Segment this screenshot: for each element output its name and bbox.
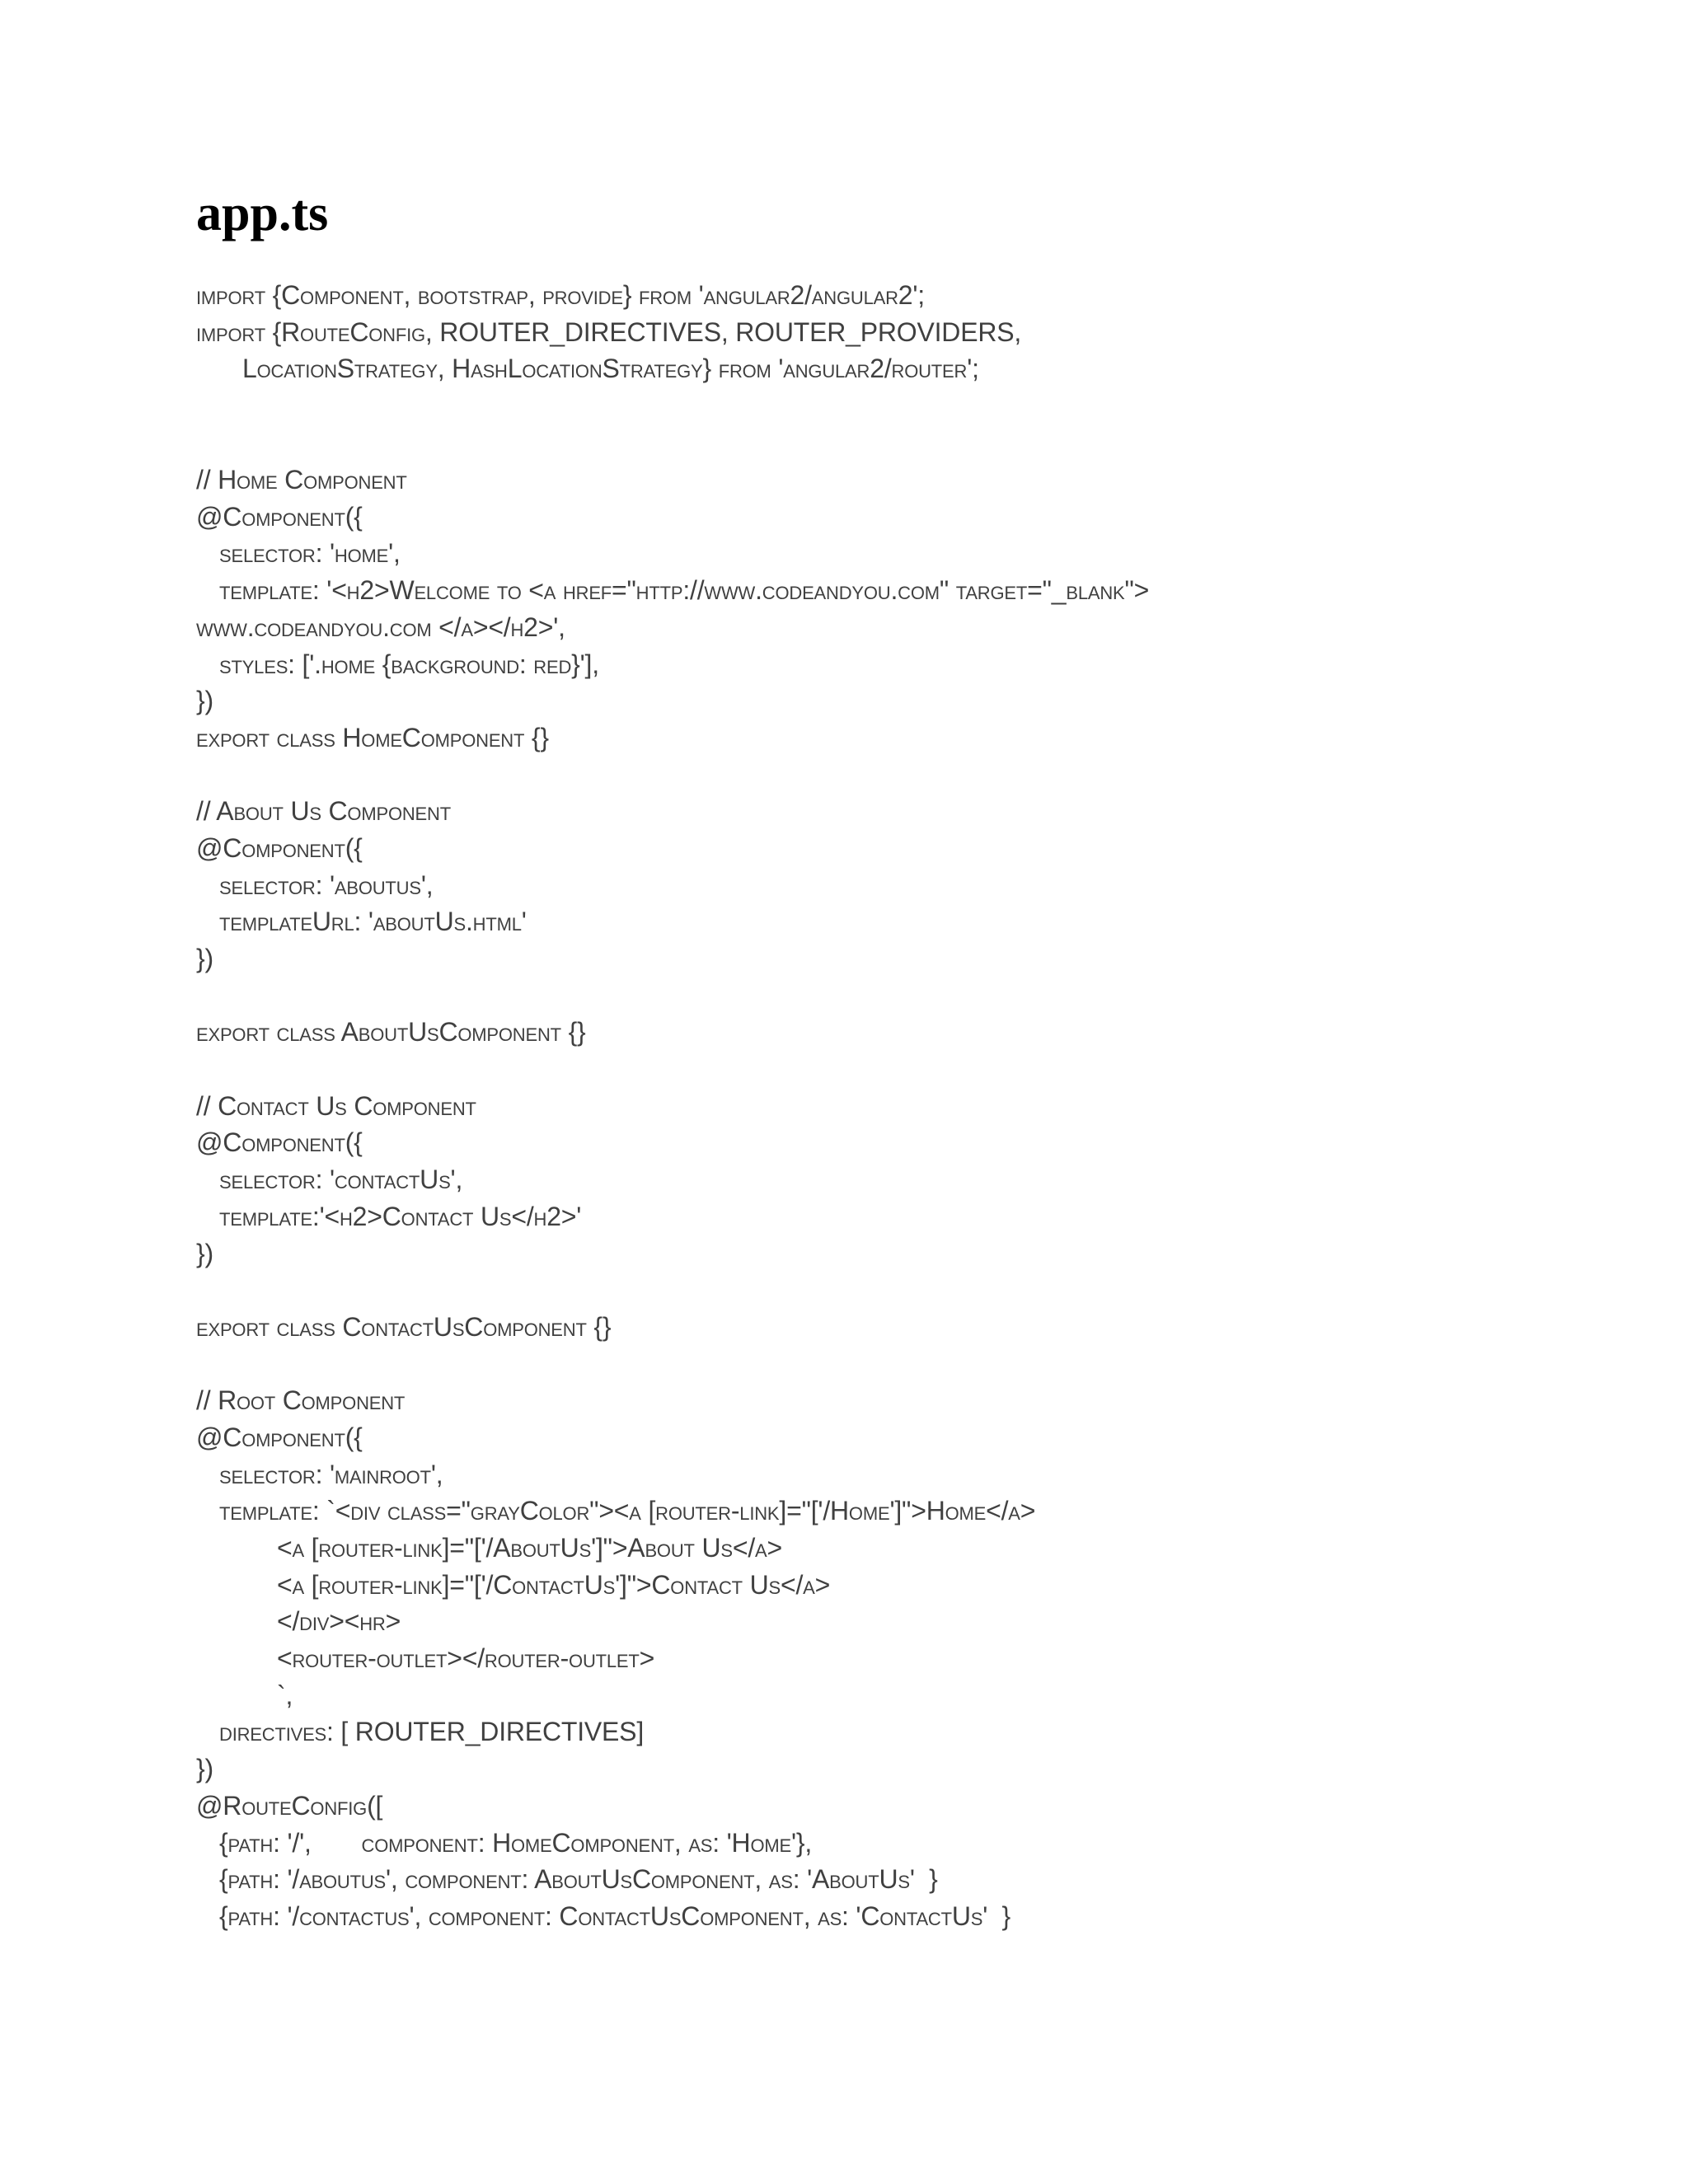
code-line: import {Component, bootstrap, provide} from 'angular2/angular2';: [196, 280, 925, 310]
code-line: import {RouteConfig, ROUTER_DIRECTIVES, ROUTER_PROVIDERS,: [196, 316, 1022, 347]
blank-line: [196, 1346, 1647, 1383]
code-line: template:'<h2>Contact Us</h2>': [219, 1201, 582, 1231]
code-line: styles: ['.home {background: red}'],: [219, 649, 599, 679]
code-block: [196, 277, 1647, 1935]
code-line: @Component({: [196, 1422, 363, 1452]
code-line: }): [196, 686, 213, 716]
code-line: export class ContactUsComponent {}: [196, 1311, 612, 1342]
blank-line: [196, 1051, 1647, 1088]
code-line: selector: 'home',: [219, 538, 401, 569]
code-line: }): [196, 1754, 213, 1784]
code-line: export class AboutUsComponent {}: [196, 1017, 586, 1047]
code-line: @Component({: [196, 501, 363, 532]
document-title: app.ts: [196, 185, 329, 241]
code-line: @Component({: [196, 1127, 363, 1158]
code-line: template: `<div class="grayColor"><a [router-link]="['/Home']">Home</a>: [219, 1496, 1036, 1526]
code-line: directives: [ ROUTER_DIRECTIVES]: [219, 1717, 645, 1747]
code-line: {path: '/contactus', component: ContactUsComponent, as: 'ContactUs' }: [219, 1900, 1011, 1931]
code-line: selector: 'mainroot',: [219, 1459, 443, 1489]
code-line: {path: '/', component: HomeComponent, as: 'Home'},: [219, 1827, 813, 1858]
code-line: <a [router-link]="['/ContactUs']">Contact Us</a>: [277, 1569, 831, 1600]
blank-line: [196, 977, 1647, 1015]
code-line: {path: '/aboutus', component: AboutUsComponent, as: 'AboutUs' }: [219, 1864, 938, 1895]
code-line: <router-outlet></router-outlet>: [277, 1643, 655, 1674]
code-comment: // Home Component: [196, 465, 407, 495]
code-line: }): [196, 944, 213, 973]
code-line: @RouteConfig([: [196, 1790, 383, 1821]
code-line: `,: [277, 1680, 293, 1710]
code-line: selector: 'aboutus',: [219, 869, 434, 900]
code-line: export class HomeComponent {}: [196, 722, 549, 752]
code-comment: // Contact Us Component: [196, 1090, 476, 1121]
code-line: </div><hr>: [277, 1606, 401, 1637]
blank-line: [196, 387, 1647, 462]
code-line: www.codeandyou.com </a></h2>',: [196, 612, 565, 642]
code-line: templateUrl: 'aboutUs.html': [219, 907, 527, 937]
code-line: <a [router-link]="['/AboutUs']">About Us</a>: [277, 1533, 782, 1563]
code-comment: // About Us Component: [196, 796, 451, 827]
code-line: selector: 'contactUs',: [219, 1165, 463, 1195]
code-line: @Component({: [196, 832, 363, 863]
code-comment: // Root Component: [196, 1385, 406, 1416]
code-line: }): [196, 1238, 213, 1268]
code-line: LocationStrategy, HashLocationStrategy} from 'angular2/router';: [242, 354, 979, 384]
blank-line: [196, 757, 1647, 794]
blank-line: [196, 1272, 1647, 1309]
code-line: template: '<h2>Welcome to <a href="http://www.codeandyou.com" target="_blank">: [219, 575, 1150, 606]
